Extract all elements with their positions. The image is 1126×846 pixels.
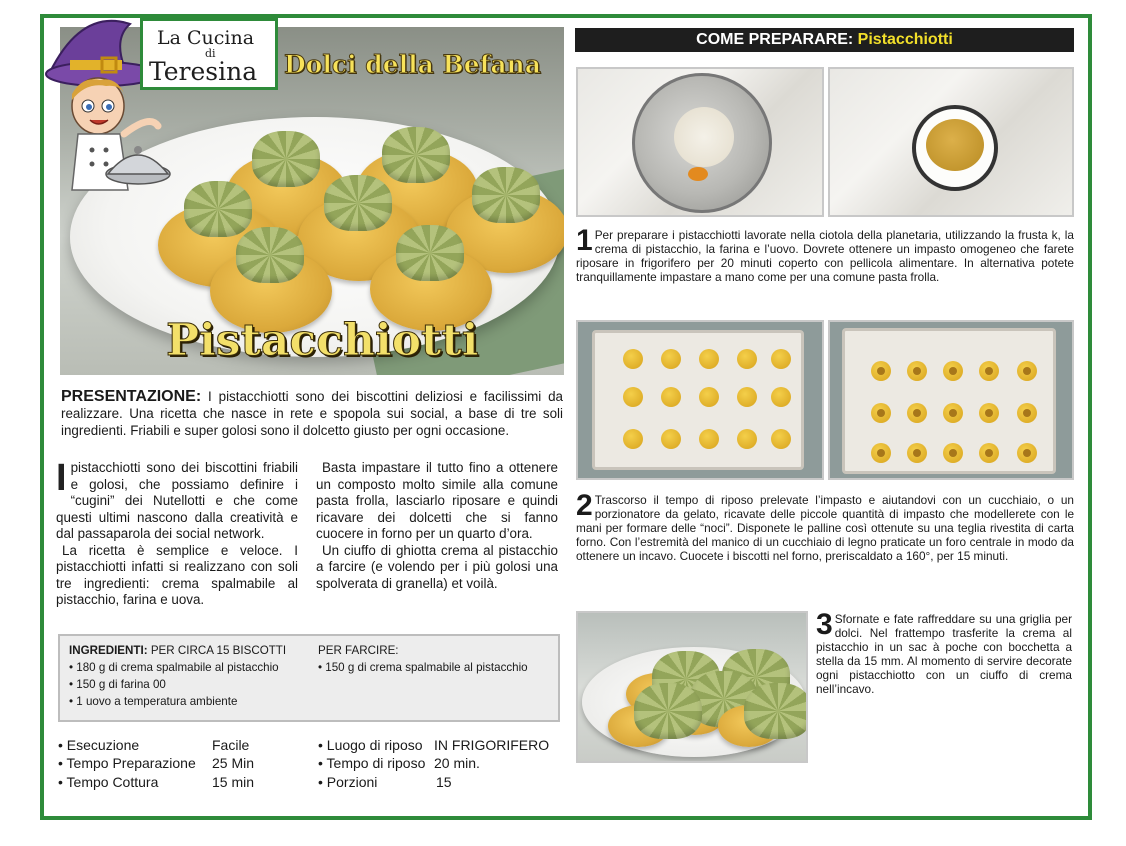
info-table-left	[58, 736, 254, 791]
body-paragraph: Un ciuffo di ghiotta crema al pistacchio a farcire (e volendo per i più golosi una spolverata di granella) et voilà.	[316, 542, 558, 591]
logo-line2: di	[205, 47, 216, 60]
info-value: IN FRIGORIFERO	[434, 737, 550, 753]
presentation-text: I pistacchiotti sono dei biscottini deliziosi e facilissimi da realizzare. Una ricetta che nasce in rete e spopola sui social, a base di tre soli ingredienti. Friabili e super golosi sono il dolcetto giusto per ogni occasione.	[61, 389, 563, 438]
ingredients-label: INGREDIENTI:	[69, 644, 148, 657]
ingredients-column	[69, 642, 314, 710]
step-text: Sfornate e fate raffreddare su una griglia per dolci. Nel frattempo trasferite la crema al pistacchio in un sac à poche con bocchetta a stella da 15 mm. Al momento di servire decorate ogni pistacchiotto con un ciuffo di crema nell’incavo.	[816, 612, 1072, 696]
step3-photo-finished	[576, 611, 808, 763]
hero-title: Pistacchiotti	[166, 315, 479, 366]
step-text: Per preparare i pistacchiotti lavorate nella ciotola della planetaria, utilizzando la frusta k, la crema di pistacchio, la farina e l’uovo. Dovrete ottenere un impasto omogeneo che farete riposare in frigorifero per 20 minuti coperto con pellicola alimentare. In alternativa potete tranquillamente impastare a mano come per una comune pasta frolla.	[576, 228, 1074, 284]
info-value: Facile	[212, 737, 250, 753]
info-key: • Tempo Cottura	[58, 773, 159, 790]
info-value: 25 Min	[212, 755, 255, 772]
step1-photo-bowl	[576, 67, 824, 217]
step-text: Trascorso il tempo di riposo prelevate l’impasto e aiutandovi con un cucchiaio, o un porzionatore da gelato, ricavate delle piccole quantità di impasto che modellerete con le mani per formare delle “noci”. Disponete le palline così ottenute su una teglia rivestita di carta forno. Con l’estremità del manico di un cucchiaio di legno praticate un foro centrale in modo da ottenere un incavo. Cuocete i biscotti nel forno, preriscaldato a 160°, per 15 minuti.	[576, 493, 1074, 563]
step1-photo-dough	[828, 67, 1074, 217]
step2-photo-balls	[576, 320, 824, 480]
info-value: 20 min.	[434, 755, 480, 772]
logo	[140, 18, 278, 90]
info-key: • Porzioni	[318, 773, 378, 790]
section-title: Dolci della Befana	[284, 50, 541, 79]
ingredient-item: • 150 g di farina 00	[69, 678, 166, 691]
info-value: 15 min	[212, 773, 255, 790]
body-paragraph: pistacchiotti sono dei biscottini friabili e golosi, che possiamo definire i “cugini” dei Nutellotti e che come questi ultimi nascono dalla creatività e dal passaparola dei social network.	[56, 460, 298, 541]
body-column-right	[316, 460, 558, 592]
info-key: • Luogo di riposo	[318, 737, 423, 753]
logo-line1: La Cucina	[157, 27, 255, 49]
logo-line3: Teresina	[149, 57, 258, 86]
step-1	[576, 224, 1074, 284]
info-table-right	[318, 736, 549, 791]
ingredients-box	[58, 634, 560, 722]
info-key: • Tempo Preparazione	[58, 755, 196, 772]
step2-photo-holes	[828, 320, 1074, 480]
body-column-left	[56, 457, 298, 609]
how-to-recipe-name: Pistacchiotti	[857, 31, 953, 48]
info-key: • Tempo di riposo	[318, 755, 426, 772]
ingredient-item: • 1 uovo a temperatura ambiente	[69, 695, 238, 708]
info-value: 15	[436, 773, 452, 790]
farcire-column	[318, 642, 553, 676]
ingredients-subtitle: PER CIRCA 15 BISCOTTI	[147, 644, 287, 657]
ingredient-item: • 150 g di crema spalmabile al pistacchio	[318, 661, 528, 674]
info-key: • Esecuzione	[58, 737, 140, 753]
step-number: 3	[816, 608, 833, 641]
body-paragraph: La ricetta è semplice e veloce. I pistacchiotti infatti si realizzano con soli tre ingredienti: crema spalmabile al pistacchio, farina e uova.	[56, 542, 298, 607]
body-paragraph: Basta impastare il tutto fino a ottenere un composto molto simile alla comune pasta frolla, lasciarlo riposare e quindi ricavare dei dolcetti che si fanno cuocere in forno per un quarto d’ora.	[316, 460, 558, 541]
step-number: 2	[576, 489, 593, 522]
drop-cap: I	[56, 457, 67, 499]
step-3	[816, 608, 1072, 696]
ingredient-item: • 180 g di crema spalmabile al pistacchio	[69, 661, 279, 674]
step-number: 1	[576, 224, 593, 257]
how-to-label: COME PREPARARE:	[696, 31, 854, 48]
presentation	[61, 388, 563, 439]
how-to-header	[575, 28, 1074, 52]
presentation-label: PRESENTAZIONE:	[61, 388, 202, 405]
step-2	[576, 489, 1074, 563]
farcire-title: PER FARCIRE:	[318, 644, 399, 657]
